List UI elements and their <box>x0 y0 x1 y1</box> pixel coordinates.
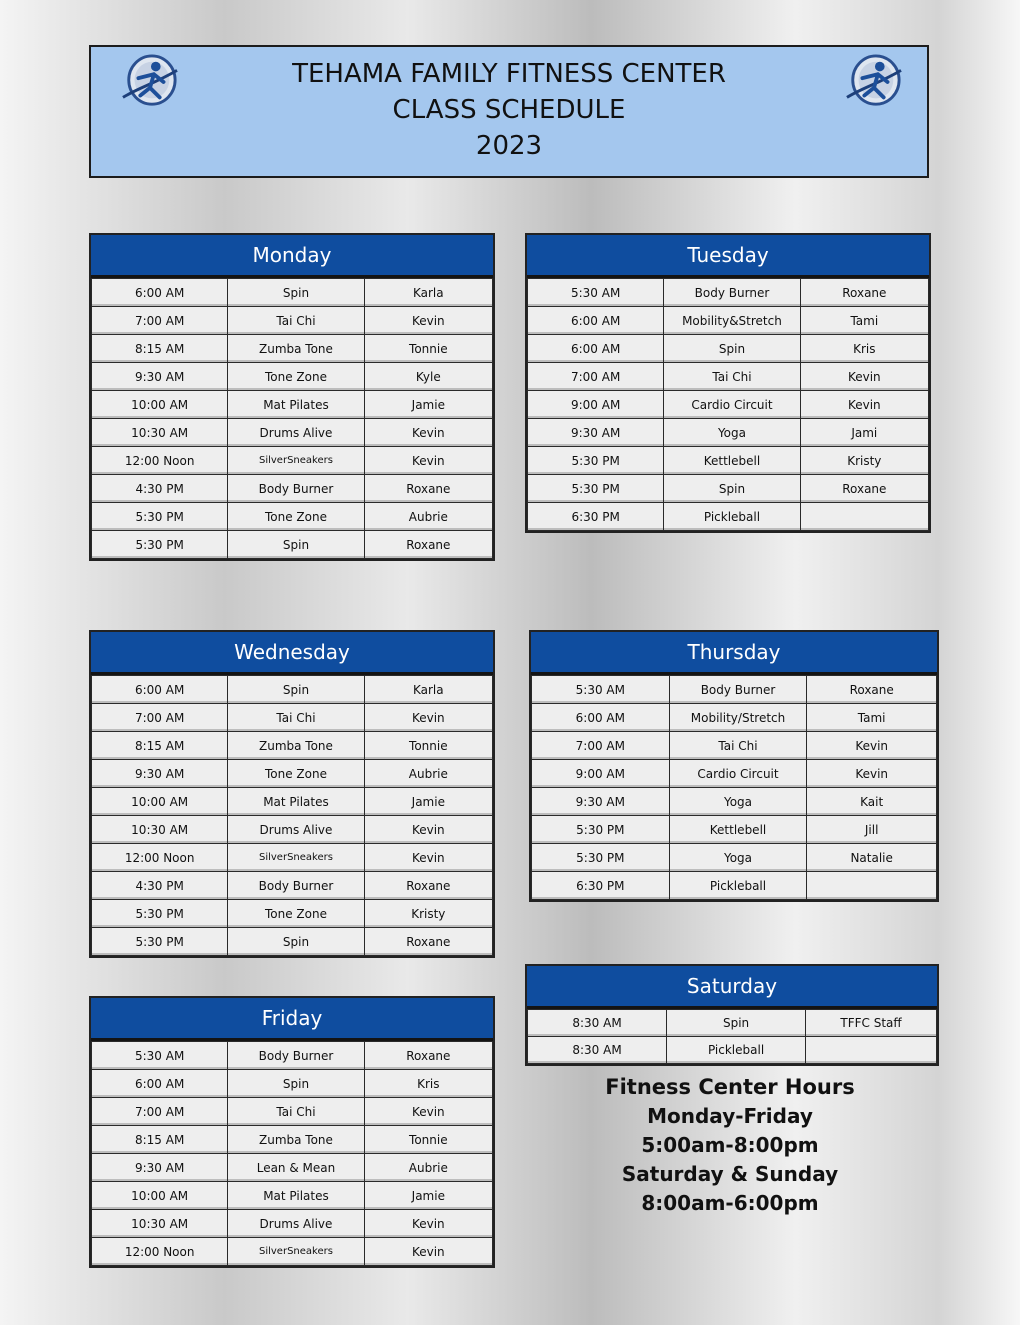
class-time: 8:30 AM <box>528 1037 667 1064</box>
class-time: 4:30 PM <box>92 475 228 503</box>
class-instructor: Roxane <box>800 475 928 503</box>
table-row <box>92 928 493 956</box>
class-name: Spin <box>228 531 364 559</box>
table-row <box>92 1070 493 1098</box>
day-table-wednesday <box>89 630 495 958</box>
class-name: Body Burner <box>228 475 364 503</box>
class-time: 5:30 PM <box>532 844 670 872</box>
class-name: Body Burner <box>228 872 364 900</box>
class-name: Zumba Tone <box>228 335 364 363</box>
class-name: Mat Pilates <box>228 788 364 816</box>
class-name: Mobility/Stretch <box>669 704 807 732</box>
table-row <box>532 844 937 872</box>
table-row <box>92 363 493 391</box>
day-table-thursday <box>529 630 939 902</box>
table-row <box>532 676 937 704</box>
class-name: Zumba Tone <box>228 732 364 760</box>
class-time: 6:00 AM <box>532 704 670 732</box>
class-time: 5:30 AM <box>92 1042 228 1070</box>
table-row <box>92 1154 493 1182</box>
class-instructor: Kait <box>807 788 937 816</box>
class-time: 5:30 PM <box>92 531 228 559</box>
class-instructor: Kevin <box>364 1098 492 1126</box>
header-year: 2023 <box>475 131 543 161</box>
class-table <box>91 675 493 956</box>
class-name: Drums Alive <box>228 1210 364 1238</box>
class-time: 12:00 Noon <box>92 1238 228 1266</box>
class-name: Tai Chi <box>228 704 364 732</box>
class-time: 10:30 AM <box>92 1210 228 1238</box>
class-name: Spin <box>228 928 364 956</box>
class-name: Yoga <box>669 788 807 816</box>
class-name: SilverSneakers <box>228 844 364 872</box>
table-row <box>92 475 493 503</box>
class-instructor: Kristy <box>364 900 492 928</box>
day-title: Tuesday <box>527 235 929 278</box>
class-instructor: Natalie <box>807 844 937 872</box>
class-name: Tone Zone <box>228 760 364 788</box>
class-time: 8:15 AM <box>92 732 228 760</box>
class-instructor: Kevin <box>800 363 928 391</box>
class-table <box>91 278 493 559</box>
table-row <box>92 531 493 559</box>
class-time: 7:00 AM <box>532 732 670 760</box>
table-row <box>92 1210 493 1238</box>
table-row <box>532 788 937 816</box>
table-row <box>92 279 493 307</box>
class-name: Tone Zone <box>228 503 364 531</box>
day-table-monday <box>89 233 495 561</box>
table-row <box>92 732 493 760</box>
day-title: Thursday <box>531 632 937 675</box>
class-instructor: Tonnie <box>364 1126 492 1154</box>
class-time: 6:00 AM <box>528 307 664 335</box>
class-instructor: Kevin <box>364 447 492 475</box>
class-instructor: Roxane <box>364 475 492 503</box>
day-table-saturday <box>525 964 939 1066</box>
class-name: Tai Chi <box>228 307 364 335</box>
class-name: Pickleball <box>667 1037 806 1064</box>
class-time: 6:00 AM <box>92 1070 228 1098</box>
class-instructor: Karla <box>364 279 492 307</box>
class-instructor: Jamie <box>364 1182 492 1210</box>
table-row <box>92 816 493 844</box>
class-time: 6:00 AM <box>92 279 228 307</box>
class-instructor: Aubrie <box>364 760 492 788</box>
table-row <box>92 1238 493 1266</box>
table-row <box>92 335 493 363</box>
class-time: 7:00 AM <box>92 1098 228 1126</box>
class-name: Spin <box>667 1010 806 1037</box>
class-instructor: Kristy <box>800 447 928 475</box>
class-time: 10:30 AM <box>92 419 228 447</box>
class-time: 5:30 PM <box>528 447 664 475</box>
table-row <box>528 447 929 475</box>
class-name: Cardio Circuit <box>669 760 807 788</box>
fitness-center-hours <box>560 1072 900 1218</box>
table-row <box>92 1098 493 1126</box>
schedule-header <box>89 45 929 178</box>
class-name: Mobility&Stretch <box>664 307 800 335</box>
class-name: SilverSneakers <box>228 447 364 475</box>
class-name: Yoga <box>664 419 800 447</box>
header-title: TEHAMA FAMILY FITNESS CENTER <box>292 59 726 89</box>
class-name: Body Burner <box>664 279 800 307</box>
class-time: 10:00 AM <box>92 788 228 816</box>
class-time: 7:00 AM <box>92 704 228 732</box>
class-time: 12:00 Noon <box>92 844 228 872</box>
table-row <box>92 788 493 816</box>
class-instructor: Roxane <box>807 676 937 704</box>
table-row <box>92 704 493 732</box>
class-time: 9:00 AM <box>532 760 670 788</box>
table-row <box>528 1037 937 1064</box>
table-row <box>92 307 493 335</box>
hours-weekend-time: 8:00am-6:00pm <box>641 1191 819 1215</box>
class-instructor: Jamie <box>364 788 492 816</box>
class-name: Body Burner <box>669 676 807 704</box>
class-time: 8:15 AM <box>92 335 228 363</box>
class-instructor: Aubrie <box>364 1154 492 1182</box>
class-time: 9:30 AM <box>532 788 670 816</box>
table-row <box>92 391 493 419</box>
class-time: 10:00 AM <box>92 391 228 419</box>
class-name: Mat Pilates <box>228 1182 364 1210</box>
class-name: Cardio Circuit <box>664 391 800 419</box>
table-row <box>92 900 493 928</box>
class-instructor: Kyle <box>364 363 492 391</box>
class-name: Spin <box>664 475 800 503</box>
table-row <box>92 1182 493 1210</box>
class-name: Body Burner <box>228 1042 364 1070</box>
class-time: 6:30 PM <box>528 503 664 531</box>
class-instructor: Kevin <box>364 844 492 872</box>
class-instructor: Kevin <box>800 391 928 419</box>
table-row <box>92 503 493 531</box>
table-row <box>92 676 493 704</box>
class-instructor: Kris <box>364 1070 492 1098</box>
class-instructor: Roxane <box>364 928 492 956</box>
table-row <box>528 335 929 363</box>
class-instructor: Roxane <box>800 279 928 307</box>
class-instructor: Kevin <box>364 704 492 732</box>
class-instructor: Tami <box>807 704 937 732</box>
class-instructor: Kevin <box>807 732 937 760</box>
table-row <box>92 872 493 900</box>
class-time: 10:30 AM <box>92 816 228 844</box>
class-time: 6:00 AM <box>92 676 228 704</box>
class-instructor: Roxane <box>364 531 492 559</box>
class-time: 5:30 PM <box>92 503 228 531</box>
class-name: Yoga <box>669 844 807 872</box>
class-instructor: Jami <box>800 419 928 447</box>
class-time: 6:00 AM <box>528 335 664 363</box>
class-time: 5:30 PM <box>532 816 670 844</box>
table-row <box>92 1126 493 1154</box>
class-name: Drums Alive <box>228 419 364 447</box>
table-row <box>528 279 929 307</box>
class-instructor: Kevin <box>364 1210 492 1238</box>
class-name: SilverSneakers <box>228 1238 364 1266</box>
day-table-friday <box>89 996 495 1268</box>
class-instructor <box>800 503 928 531</box>
table-row <box>532 760 937 788</box>
day-title: Saturday <box>527 966 937 1009</box>
hours-weekday-label: Monday-Friday <box>647 1104 813 1128</box>
class-instructor: Kevin <box>364 419 492 447</box>
class-instructor: Roxane <box>364 872 492 900</box>
class-name: Tone Zone <box>228 363 364 391</box>
class-instructor: Tami <box>800 307 928 335</box>
class-instructor: Kevin <box>807 760 937 788</box>
class-instructor: Jill <box>807 816 937 844</box>
class-name: Lean & Mean <box>228 1154 364 1182</box>
class-instructor: Aubrie <box>364 503 492 531</box>
class-name: Spin <box>228 1070 364 1098</box>
class-name: Kettlebell <box>664 447 800 475</box>
day-title: Monday <box>91 235 493 278</box>
table-row <box>92 1042 493 1070</box>
class-instructor: Roxane <box>364 1042 492 1070</box>
table-row <box>532 732 937 760</box>
class-instructor: Tonnie <box>364 335 492 363</box>
class-name: Drums Alive <box>228 816 364 844</box>
class-name: Pickleball <box>669 872 807 900</box>
table-row <box>92 760 493 788</box>
table-row <box>92 447 493 475</box>
table-row <box>528 363 929 391</box>
class-time: 5:30 PM <box>92 928 228 956</box>
class-time: 12:00 Noon <box>92 447 228 475</box>
class-name: Zumba Tone <box>228 1126 364 1154</box>
hours-weekday-time: 5:00am-8:00pm <box>641 1133 819 1157</box>
class-name: Tai Chi <box>669 732 807 760</box>
class-time: 9:30 AM <box>92 363 228 391</box>
table-row <box>532 704 937 732</box>
class-instructor <box>807 872 937 900</box>
table-row <box>528 307 929 335</box>
class-time: 9:30 AM <box>92 1154 228 1182</box>
class-name: Pickleball <box>664 503 800 531</box>
table-row <box>92 419 493 447</box>
header-subtitle: CLASS SCHEDULE <box>392 95 626 125</box>
hours-weekend-label: Saturday & Sunday <box>621 1162 839 1186</box>
class-time: 9:00 AM <box>528 391 664 419</box>
table-row <box>528 503 929 531</box>
table-row <box>532 872 937 900</box>
day-table-tuesday <box>525 233 931 533</box>
class-name: Mat Pilates <box>228 391 364 419</box>
class-time: 9:30 AM <box>528 419 664 447</box>
class-name: Spin <box>228 279 364 307</box>
class-table <box>527 1009 937 1064</box>
hours-title: Fitness Center Hours <box>605 1075 855 1099</box>
table-row <box>528 419 929 447</box>
class-instructor: Kevin <box>364 1238 492 1266</box>
class-name: Tai Chi <box>664 363 800 391</box>
class-time: 8:30 AM <box>528 1010 667 1037</box>
class-instructor: Kevin <box>364 307 492 335</box>
table-row <box>528 475 929 503</box>
class-time: 5:30 AM <box>532 676 670 704</box>
class-table <box>91 1041 493 1266</box>
class-instructor: Kris <box>800 335 928 363</box>
class-time: 5:30 AM <box>528 279 664 307</box>
class-instructor: TFFC Staff <box>806 1010 937 1037</box>
class-name: Kettlebell <box>669 816 807 844</box>
class-time: 10:00 AM <box>92 1182 228 1210</box>
class-table <box>527 278 929 531</box>
class-name: Tai Chi <box>228 1098 364 1126</box>
table-row <box>532 816 937 844</box>
class-time: 6:30 PM <box>532 872 670 900</box>
day-title: Friday <box>91 998 493 1041</box>
class-time: 8:15 AM <box>92 1126 228 1154</box>
class-time: 4:30 PM <box>92 872 228 900</box>
table-row <box>92 844 493 872</box>
class-name: Spin <box>228 676 364 704</box>
day-title: Wednesday <box>91 632 493 675</box>
class-instructor: Karla <box>364 676 492 704</box>
table-row <box>528 391 929 419</box>
class-table <box>531 675 937 900</box>
class-name: Tone Zone <box>228 900 364 928</box>
class-instructor <box>806 1037 937 1064</box>
class-instructor: Kevin <box>364 816 492 844</box>
class-instructor: Jamie <box>364 391 492 419</box>
class-instructor: Tonnie <box>364 732 492 760</box>
class-name: Spin <box>664 335 800 363</box>
table-row <box>528 1010 937 1037</box>
class-time: 9:30 AM <box>92 760 228 788</box>
class-time: 5:30 PM <box>92 900 228 928</box>
class-time: 7:00 AM <box>92 307 228 335</box>
class-time: 7:00 AM <box>528 363 664 391</box>
class-time: 5:30 PM <box>528 475 664 503</box>
